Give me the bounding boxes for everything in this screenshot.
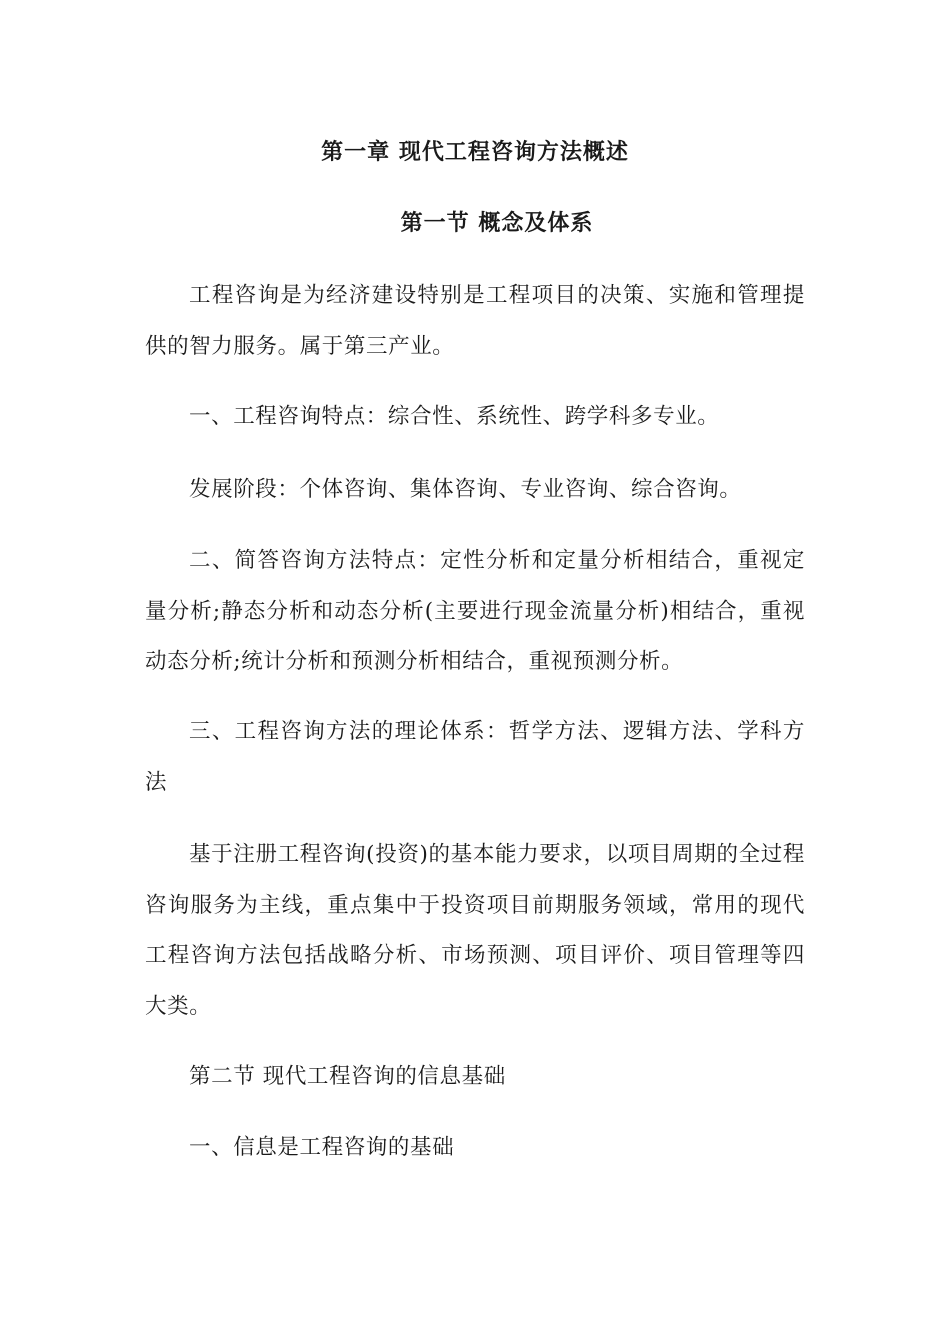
paragraph-section-two-title: 第二节 现代工程咨询的信息基础 xyxy=(189,1064,506,1089)
paragraph-features: 一、工程咨询特点：综合性、系统性、跨学科多专业。 xyxy=(189,404,720,429)
chapter-title-text: 第一章 现代工程咨询方法概述 xyxy=(321,139,629,165)
chapter-title xyxy=(0,137,950,167)
section-title-text: 第一节 概念及体系 xyxy=(400,210,594,236)
section-title xyxy=(0,208,950,238)
paragraph-theory-system: 三、工程咨询方法的理论体系：哲学方法、逻辑方法、学科方法 xyxy=(145,719,805,795)
paragraph-definition: 工程咨询是为经济建设特别是工程项目的决策、实施和管理提供的智力服务。属于第三产业。 xyxy=(145,283,805,359)
paragraph-method-features: 二、简答咨询方法特点：定性分析和定量分析相结合，重视定量分析;静态分析和动态分析(主要进行现金流量分析)相结合，重视动态分析;统计分析和预测分析相结合，重视预测分析。 xyxy=(145,548,805,674)
paragraph-method-categories: 基于注册工程咨询(投资)的基本能力要求，以项目周期的全过程咨询服务为主线，重点集中于投资项目前期服务领域，常用的现代工程咨询方法包括战略分析、市场预测、项目评价、项目管理等四大类。 xyxy=(145,842,805,1019)
paragraph-development-stages: 发展阶段：个体咨询、集体咨询、专业咨询、综合咨询。 xyxy=(189,477,742,502)
paragraph-information-basis: 一、信息是工程咨询的基础 xyxy=(189,1135,455,1160)
